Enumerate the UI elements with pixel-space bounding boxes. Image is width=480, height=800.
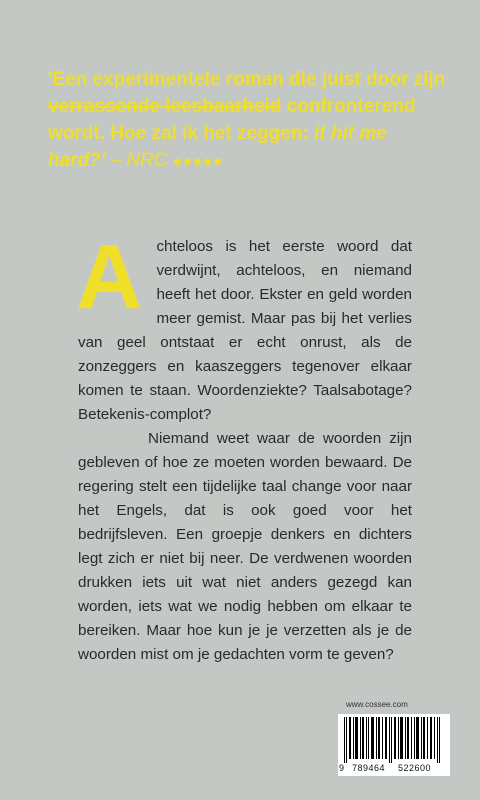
- quote-italic-text: it hit me hard?': [48, 123, 387, 171]
- isbn-lead-digit: 9: [339, 763, 345, 773]
- blurb-paragraph-1: [76, 226, 412, 427]
- isbn-group-1: 789464: [352, 763, 386, 773]
- blurb-paragraph-1-text: chteloos is het eerste woord dat verdwijnt, achteloos, en niemand heeft het door. Ekster en geld worden meer gemist. Maar pas bij het verlies van geel ontstaat er echt onrust, als de zonzeggers en kaaszeggers tegenover elkaar komen te staan. Woordenziekte? Taalsabotage? Betekenis-complot?: [78, 238, 412, 423]
- drop-cap: A: [76, 226, 143, 328]
- quote-text-1: 'Een experimentele roman die juist door zijn: [48, 69, 446, 90]
- quote-struck-text: verrassende leesbaarheid: [48, 96, 282, 117]
- blurb-paragraph-2: Niemand weet waar de woorden zijn gebleven of hoe ze moeten worden bewaard. De regering stelt een tijdelijke taal change voor naar het Engels, dat is ook goed voor het bedrijfsleven. Een groepje denkers en dichters legt zich er niet bij neer. De verdwenen woorden drukken iets uit wat niet anders gezegd kan worden, iets wat we nodig hebben om elkaar te bereiken. Maar hoe kun je je verzetten als je de woorden mist om je gedachten vorm te geven?: [78, 430, 412, 663]
- blurb: [76, 226, 412, 667]
- quote-source: – NRC: [105, 150, 173, 171]
- rating-stars: ●●●●●: [172, 153, 224, 170]
- isbn-group-2: 522600: [398, 763, 432, 773]
- publisher-url: www.cossee.com: [346, 700, 408, 709]
- isbn-barcode: [338, 714, 450, 776]
- quote-text-2: confronterend wordt. Hoe zal ik het zeggen:: [48, 96, 416, 144]
- review-quote: [48, 66, 448, 175]
- barcode-bars: [344, 717, 444, 763]
